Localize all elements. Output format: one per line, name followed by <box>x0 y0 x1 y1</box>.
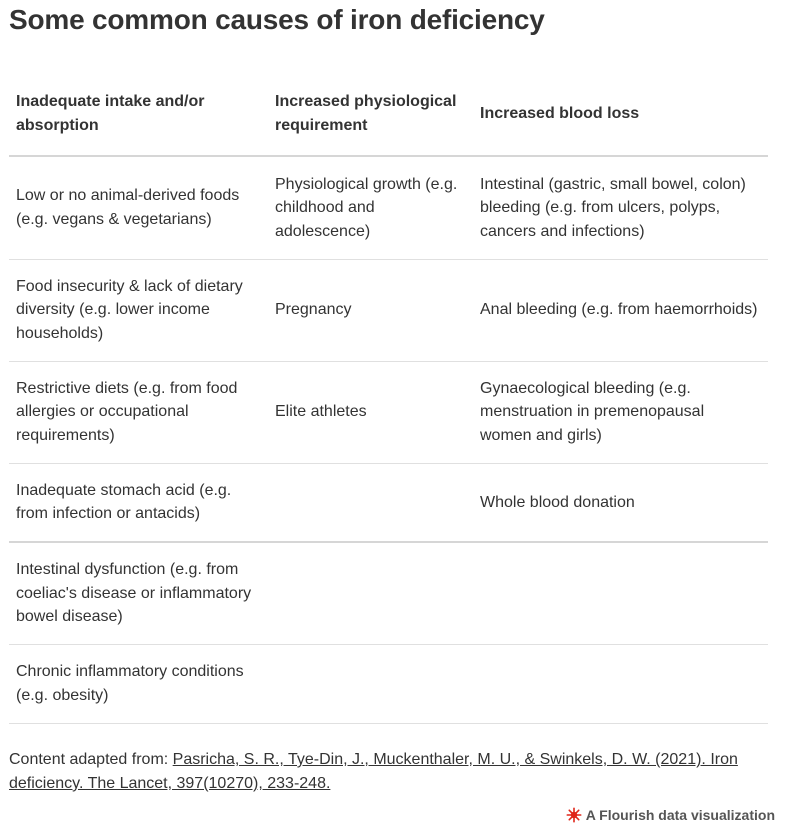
causes-table-container <box>9 70 768 724</box>
table-cell: Intestinal dysfunction (e.g. from coeliac's disease or inflammatory bowel disease) <box>9 542 268 644</box>
source-citation-link[interactable]: Pasricha, S. R., Tye-Din, J., Muckenthaler, M. U., & Swinkels, D. W. (2021). Iron deficiency. The Lancet, 397(10270), 233-248. <box>9 751 738 792</box>
table-cell: Pregnancy <box>268 259 473 361</box>
source-note <box>9 748 779 796</box>
table-row <box>9 644 768 723</box>
table-cell: Low or no animal-derived foods (e.g. vegans & vegetarians) <box>9 156 268 259</box>
causes-table <box>9 70 768 724</box>
table-cell <box>268 644 473 723</box>
table-row <box>9 542 768 644</box>
table-cell: Physiological growth (e.g. childhood and adolescence) <box>268 156 473 259</box>
credit-text: A Flourish data visualization <box>585 807 775 823</box>
table-cell: Elite athletes <box>268 361 473 463</box>
table-cell <box>473 542 768 644</box>
table-cell <box>268 463 473 542</box>
table-row <box>9 156 768 259</box>
header-requirement: Increased physiological requirement <box>268 70 473 156</box>
page-title: Some common causes of iron deficiency <box>9 4 545 35</box>
header-intake: Inadequate intake and/or absorption <box>9 70 268 156</box>
table-row <box>9 259 768 361</box>
flourish-logo-icon <box>566 807 582 823</box>
source-prefix: Content adapted from: <box>9 751 173 768</box>
table-cell: Inadequate stomach acid (e.g. from infection or antacids) <box>9 463 268 542</box>
header-blood-loss: Increased blood loss <box>473 70 768 156</box>
table-cell <box>473 644 768 723</box>
table-cell: Restrictive diets (e.g. from food allergies or occupational requirements) <box>9 361 268 463</box>
table-row <box>9 361 768 463</box>
table-cell: Chronic inflammatory conditions (e.g. obesity) <box>9 644 268 723</box>
table-row <box>9 463 768 542</box>
flourish-credit[interactable] <box>566 807 775 823</box>
table-cell: Intestinal (gastric, small bowel, colon) bleeding (e.g. from ulcers, polyps, cancers and infections) <box>473 156 768 259</box>
table-cell: Anal bleeding (e.g. from haemorrhoids) <box>473 259 768 361</box>
table-cell: Whole blood donation <box>473 463 768 542</box>
table-cell: Gynaecological bleeding (e.g. menstruation in premenopausal women and girls) <box>473 361 768 463</box>
table-cell <box>268 542 473 644</box>
table-header-row <box>9 70 768 156</box>
table-cell: Food insecurity & lack of dietary diversity (e.g. lower income households) <box>9 259 268 361</box>
